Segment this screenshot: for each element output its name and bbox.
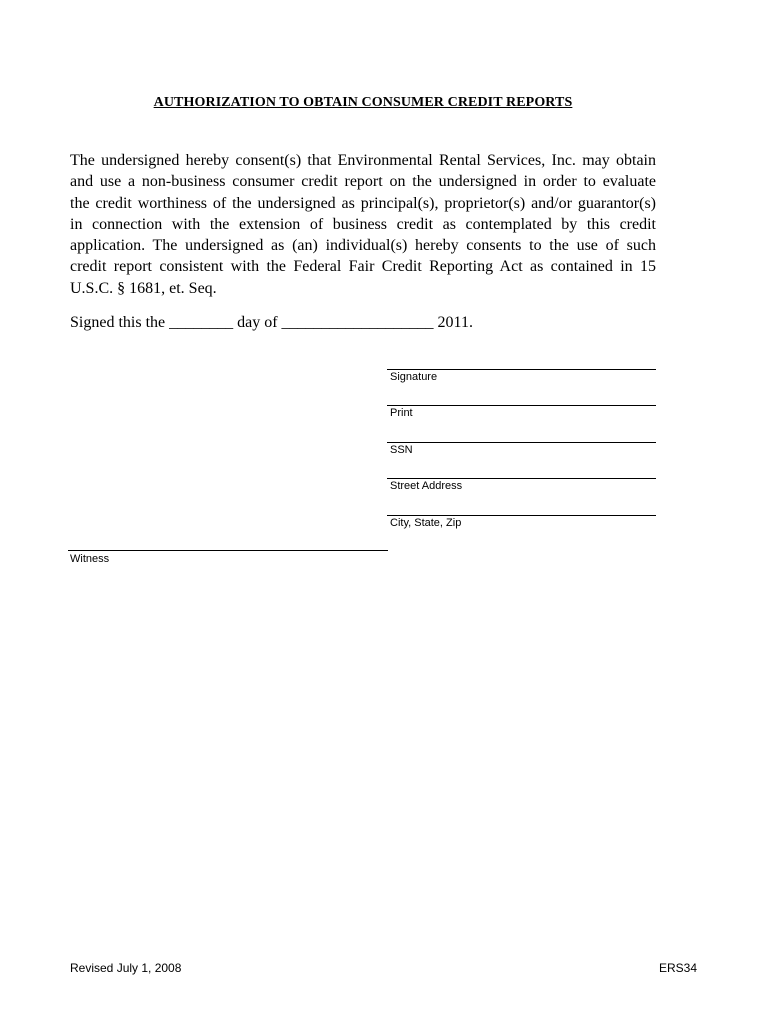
- form-code: ERS34: [658, 961, 697, 975]
- paragraph-line: in connection with the extension of business credit as contemplated by this credit: [70, 215, 656, 233]
- street-address-label: Street Address: [390, 480, 463, 492]
- paragraph-line: application. The undersigned as (an) individual(s) hereby consents to the use of such: [70, 237, 656, 255]
- paragraph-line: credit report consistent with the Federal Fair Credit Reporting Act as contained in 15: [70, 258, 656, 276]
- ssn-field[interactable]: [387, 442, 656, 443]
- city-state-zip-field[interactable]: [387, 515, 656, 516]
- ssn-label: SSN: [390, 444, 413, 456]
- witness-label: Witness: [70, 553, 110, 565]
- paragraph-line: the credit worthiness of the undersigned as principal(s), proprietor(s) and/or guarantor(s): [70, 194, 656, 212]
- revised-date: Revised July 1, 2008: [70, 961, 182, 975]
- paragraph-line: The undersigned hereby consent(s) that Environmental Rental Services, Inc. may obtain: [70, 152, 656, 169]
- print-field[interactable]: [387, 405, 656, 406]
- witness-field[interactable]: [68, 550, 388, 551]
- signature-field[interactable]: [387, 369, 656, 370]
- signature-label: Signature: [390, 371, 438, 383]
- street-address-field[interactable]: [387, 478, 656, 479]
- signed-date-line: Signed this the ________ day of ___________________ 2011.: [70, 314, 473, 331]
- print-label: Print: [390, 407, 413, 419]
- city-state-zip-label: City, State, Zip: [390, 517, 462, 529]
- paragraph-line: and use a non-business consumer credit report on the undersigned in order to evaluate: [70, 173, 656, 191]
- consent-paragraph: [70, 150, 656, 299]
- document-title: AUTHORIZATION TO OBTAIN CONSUMER CREDIT REPORTS: [153, 95, 573, 110]
- paragraph-line: U.S.C. § 1681, et. Seq.: [70, 279, 217, 297]
